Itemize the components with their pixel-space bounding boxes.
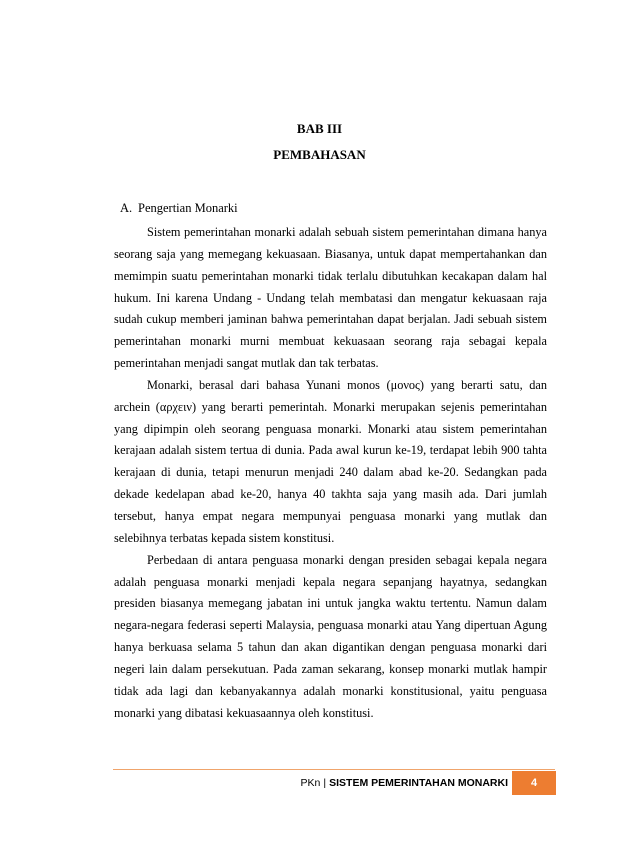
paragraph-1: Sistem pemerintahan monarki adalah sebuah sistem pemerintahan dimana hanya seorang saja yang memegang kekuasaan. Biasanya, untuk dapat mempertahankan dan memimpin suatu pemerintahan monarki tidak terlalu dibutuhkan kecakapan dalam hal hukum. Ini karena Undang - Undang telah membatasi dan mengatur kekuasaan raja sudah cukup memberi jaminan bahwa pemerintahan dapat berjalan. Jadi sebuah sistem pemerintahan monarki murni membuat kekuasaan seorang raja sebagai kepala pemerintahan menjadi sangat mutlak dan tak terbatas. (114, 225, 547, 371)
chapter-label: BAB III (296, 121, 343, 136)
paragraph-3: Perbedaan di antara penguasa monarki dengan presiden sebagai kepala negara adalah penguasa monarki menjadi kepala negara sepanjang hayatnya, sedangkan presiden biasanya memegang jabatan ini untuk jangka waktu tertentu. Namun dalam negara-negara federasi seperti Malaysia, penguasa monarki atau Yang dipertuan Agung hanya berkuasa selama 5 tahun dan akan digantikan dengan penguasa monarki dari negeri lain dalam persekutuan. Pada zaman sekarang, konsep monarki mutlak hampir tidak ada lagi dan kebanyakannya adalah monarki konstitusional, yaitu penguasa monarki yang dibatasi kekuasaannya oleh konstitusi. (114, 552, 547, 720)
paragraph-2: Monarki, berasal dari bahasa Yunani monos (μονος) yang berarti satu, dan archein (αρχειν) yang berarti pemerintah. Monarki merupakan sejenis pemerintahan yang dipimpin oleh seorang penguasa monarki. Monarki atau sistem pemerintahan kerajaan adalah sistem tertua di dunia. Pada awal kurun ke-19, terdapat lebih 900 tahta kerajaan di dunia, tetapi menurun menjadi 240 dalam abad ke-20. Sedangkan pada dekade kedelapan abad ke-20, hanya 40 takhta saja yang masih ada. Dari jumlah tersebut, hanya empat negara mempunyai penguasa monarki yang mutlak dan selebihnya terbatas kepada sistem konstitusi. (114, 377, 547, 545)
section-marker: A. (120, 201, 133, 215)
footer-separator: | (323, 777, 327, 789)
page-number: 4 (530, 777, 538, 789)
footer-running-title (301, 777, 508, 789)
section-heading (120, 201, 238, 216)
footer-prefix: PKn (300, 777, 321, 789)
section-title: Pengertian Monarki (138, 201, 238, 215)
body-text (114, 222, 547, 724)
footer-title: SISTEM PEMERINTAHAN MONARKI (329, 777, 508, 789)
footer-divider (113, 769, 555, 770)
chapter-title: PEMBAHASAN (273, 147, 366, 162)
page-number-badge (512, 771, 556, 795)
